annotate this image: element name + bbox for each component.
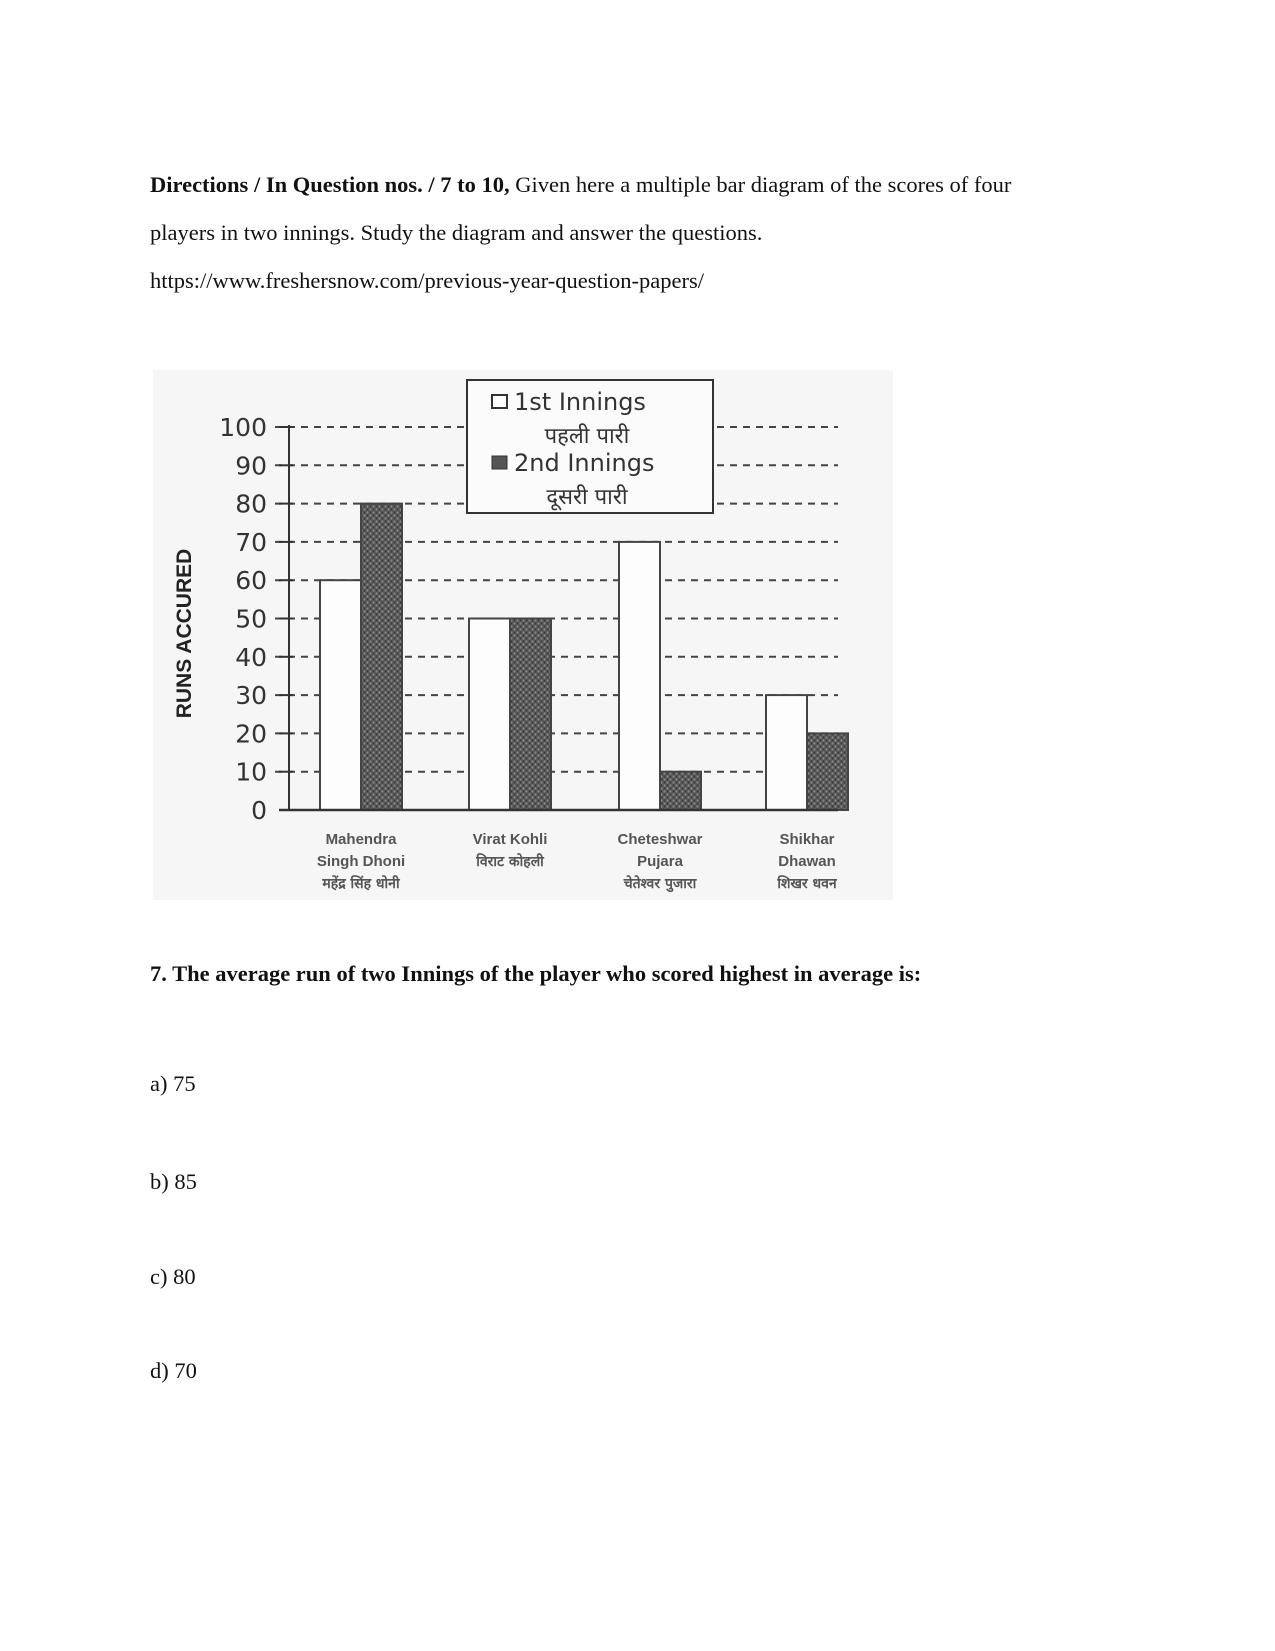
directions-line-2: players in two innings. Study the diagram and answer the questions. (150, 220, 763, 245)
x-category-label: Shikhar (779, 831, 835, 848)
bar-2nd-innings (510, 619, 551, 811)
directions-text: Given here a multiple bar diagram of the scores of four (509, 172, 1012, 197)
x-category-label-hindi: चेतेश्वर पुजारा (623, 876, 697, 892)
bar-1st-innings (766, 695, 807, 810)
bar-chart (153, 370, 893, 900)
y-tick-label: 0 (251, 796, 267, 825)
bar-1st-innings (469, 619, 510, 811)
option-b[interactable]: b) 85 (150, 1169, 197, 1194)
y-tick-label: 80 (235, 489, 267, 519)
y-tick-label: 90 (235, 451, 267, 481)
bar-1st-innings (320, 580, 361, 810)
y-tick-label: 30 (235, 681, 267, 711)
option-a[interactable]: a) 75 (150, 1071, 196, 1096)
y-tick-label: 100 (219, 413, 267, 442)
directions-line-1 (150, 174, 1011, 197)
bar-1st-innings (619, 542, 660, 810)
bar-2nd-innings (807, 733, 848, 810)
question-text: 7. The average run of two Innings of the player who scored highest in average is: (150, 961, 922, 986)
y-tick-label: 60 (235, 566, 267, 596)
x-category-label: Mahendra (325, 831, 397, 848)
y-tick-label: 20 (235, 719, 267, 749)
x-category-label-hindi: महेंद्र सिंह धोनी (322, 876, 400, 892)
legend-swatch-2nd (492, 456, 507, 469)
legend-label-1st: 1st Innings (514, 388, 646, 416)
x-category-label: Virat Kohli (472, 831, 548, 848)
bar-chart-svg (153, 370, 893, 900)
x-category-label: Dhawan (778, 853, 836, 870)
x-category-label: Pujara (637, 853, 683, 870)
option-d[interactable]: d) 70 (150, 1358, 197, 1383)
option-c[interactable]: c) 80 (150, 1264, 196, 1289)
legend-swatch-1st (492, 395, 507, 408)
y-tick-label: 10 (235, 757, 267, 787)
x-category-label: Cheteshwar (617, 831, 703, 848)
x-category-label-hindi: शिखर धवन (777, 876, 837, 892)
x-category-label-hindi: विराट कोहली (476, 854, 544, 870)
y-tick-label: 50 (235, 604, 267, 634)
y-tick-label: 70 (235, 527, 267, 557)
bar-2nd-innings (361, 504, 402, 810)
bar-2nd-innings (660, 772, 701, 810)
legend-label-2nd-hindi: दूसरी पारी (546, 485, 628, 510)
x-category-label: Singh Dhoni (316, 853, 406, 870)
y-axis-title: RUNS ACCURED (173, 548, 196, 719)
directions-heading: Directions / In Question nos. / 7 to 10, (150, 172, 510, 197)
y-tick-label: 40 (235, 642, 267, 672)
legend-label-2nd: 2nd Innings (514, 449, 655, 477)
legend-label-1st-hindi: पहली पारी (544, 424, 630, 449)
source-url: https://www.freshersnow.com/previous-year-question-papers/ (150, 268, 704, 293)
